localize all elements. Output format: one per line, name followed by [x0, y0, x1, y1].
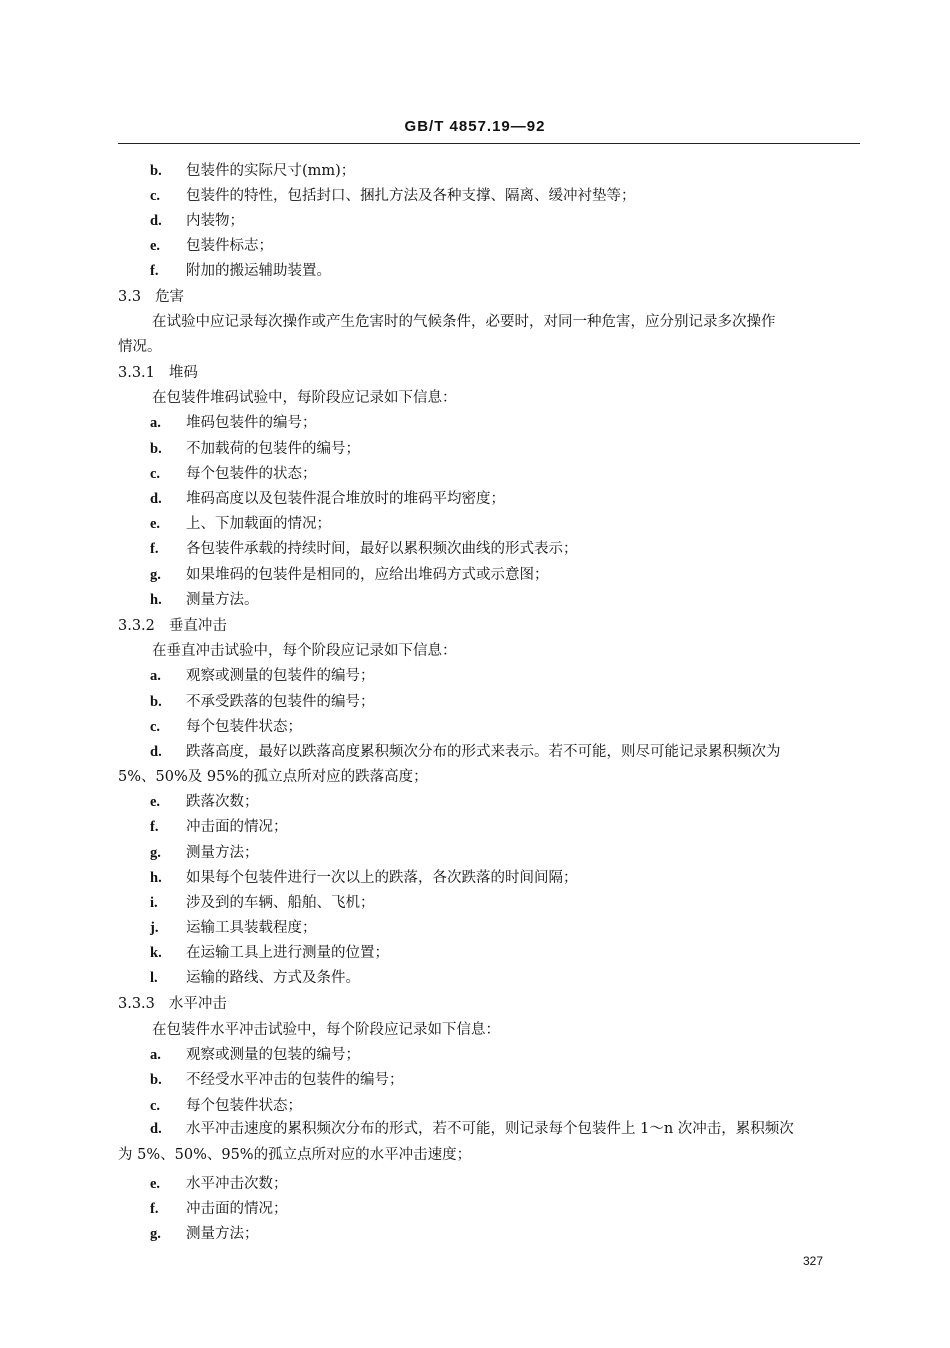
list-item-text: 如果堆码的包装件是相同的，应给出堆码方式或示意图； — [186, 567, 549, 583]
list-item — [150, 743, 781, 761]
list-item-label: d. — [150, 491, 162, 507]
list-item-label: f. — [150, 819, 159, 835]
list-item-label: j. — [150, 920, 159, 936]
list-item-text: 测量方法； — [186, 845, 259, 861]
list-item-text: 水平冲击次数； — [186, 1176, 288, 1192]
list-item — [150, 894, 375, 912]
list-item — [150, 262, 331, 280]
list-item-text: 包装件的特性，包括封口、捆扎方法及各种支撑、隔离、缓冲衬垫等； — [186, 188, 636, 204]
list-item-text: 不加载荷的包装件的编号； — [186, 441, 360, 457]
list-item-label: f. — [150, 1201, 159, 1217]
continuation-line: 情况。 — [118, 339, 162, 355]
list-item-label: h. — [150, 592, 162, 608]
list-item-label: g. — [150, 845, 161, 861]
list-item-text: 冲击面的情况； — [186, 1201, 288, 1217]
list-item — [150, 237, 273, 255]
list-item-text: 不承受跌落的包装件的编号； — [186, 694, 375, 710]
list-item — [150, 490, 505, 508]
list-item-text: 水平冲击速度的累积频次分布的形式，若不可能，则记录每个包装件上 1～n 次冲击，累积频次 — [186, 1121, 794, 1137]
list-item-text: 每个包装件状态； — [186, 1098, 302, 1114]
list-item-label: c. — [150, 188, 161, 204]
list-item-label: e. — [150, 238, 161, 254]
section-title: 水平冲击 — [168, 996, 227, 1012]
list-item — [150, 667, 375, 685]
list-item-label: a. — [150, 415, 161, 431]
list-item — [150, 844, 259, 862]
list-item — [150, 693, 375, 711]
list-item-text: 测量方法； — [186, 1226, 259, 1242]
list-item — [150, 515, 331, 533]
list-item-text: 上、下加载面的情况； — [186, 516, 331, 532]
list-item-text: 跌落次数； — [186, 794, 259, 810]
list-item-text: 跌落高度，最好以跌落高度累积频次分布的形式来表示。若不可能，则尽可能记录累积频次为 — [186, 744, 781, 760]
section-number: 3.3.2 — [118, 618, 155, 634]
list-item-text: 附加的搬运辅助装置。 — [186, 263, 331, 279]
section-number: 3.3.3 — [118, 996, 155, 1012]
list-item-text: 运输的路线、方式及条件。 — [186, 970, 360, 986]
list-item — [150, 869, 578, 887]
list-item — [150, 1175, 288, 1193]
continuation-line: 为 5%、50%、95%的孤立点所对应的水平冲击速度； — [118, 1147, 472, 1163]
section-number: 3.3.1 — [118, 365, 155, 381]
section-title: 垂直冲击 — [168, 618, 227, 634]
list-item-label: b. — [150, 441, 162, 457]
list-item-text: 如果每个包装件进行一次以上的跌落，各次跌落的时间间隔； — [186, 870, 578, 886]
list-item-text: 包装件标志； — [186, 238, 273, 254]
list-item — [150, 1225, 259, 1243]
list-item-label: c. — [150, 466, 161, 482]
list-item-label: a. — [150, 1047, 161, 1063]
list-item — [150, 540, 578, 558]
list-item-label: b. — [150, 694, 162, 710]
list-item — [150, 944, 389, 962]
header-rule — [118, 143, 860, 144]
list-item-text: 包装件的实际尺寸(mm)； — [186, 163, 356, 179]
list-item-text: 各包装件承载的持续时间，最好以累积频次曲线的形式表示； — [186, 541, 578, 557]
list-item-text: 堆码包装件的编号； — [186, 415, 317, 431]
list-item-label: e. — [150, 1176, 161, 1192]
list-item — [150, 969, 360, 987]
list-item — [150, 162, 355, 180]
section-heading — [118, 995, 227, 1013]
list-item-text: 观察或测量的包装的编号； — [186, 1047, 360, 1063]
list-item-label: d. — [150, 744, 162, 760]
section-heading — [118, 364, 198, 382]
list-item — [150, 1200, 288, 1218]
list-item-label: k. — [150, 945, 162, 961]
list-item-label: b. — [150, 163, 162, 179]
list-item-label: d. — [150, 213, 162, 229]
section-heading — [118, 288, 184, 306]
list-item-text: 内装物； — [186, 213, 244, 229]
list-item-label: h. — [150, 870, 162, 886]
list-item — [150, 440, 360, 458]
list-item — [150, 591, 259, 609]
list-item — [150, 1120, 794, 1138]
list-item-text: 堆码高度以及包装件混合堆放时的堆码平均密度； — [186, 491, 505, 507]
list-item — [150, 919, 317, 937]
list-item — [150, 465, 317, 483]
list-item-text: 冲击面的情况； — [186, 819, 288, 835]
section-heading — [118, 617, 227, 635]
paragraph-line: 在试验中应记录每次操作或产生危害时的气候条件，必要时，对同一种危害，应分别记录多次操作 — [152, 314, 776, 330]
list-item — [150, 1071, 404, 1089]
list-item-label: f. — [150, 263, 159, 279]
list-item-label: g. — [150, 567, 161, 583]
section-title: 危害 — [155, 289, 185, 305]
standard-header: GB/T 4857.19—92 — [404, 118, 546, 135]
list-item — [150, 1097, 302, 1115]
list-item-label: a. — [150, 668, 161, 684]
list-item-label: b. — [150, 1072, 162, 1088]
paragraph-line: 在垂直冲击试验中，每个阶段应记录如下信息： — [152, 643, 457, 659]
list-item — [150, 793, 259, 811]
list-item — [150, 414, 317, 432]
list-item-label: e. — [150, 794, 161, 810]
list-item-label: e. — [150, 516, 161, 532]
page-number: 327 — [803, 1254, 824, 1268]
list-item-text: 测量方法。 — [186, 592, 259, 608]
section-title: 堆码 — [168, 365, 198, 381]
list-item — [150, 566, 549, 584]
list-item — [150, 1046, 360, 1064]
list-item-text: 每个包装件的状态； — [186, 466, 317, 482]
list-item-text: 观察或测量的包装件的编号； — [186, 668, 375, 684]
list-item-text: 涉及到的车辆、船舶、飞机； — [186, 895, 375, 911]
list-item-text: 不经受水平冲击的包装件的编号； — [186, 1072, 404, 1088]
list-item-label: d. — [150, 1121, 162, 1137]
list-item — [150, 718, 302, 736]
list-item-label: l. — [150, 970, 158, 986]
list-item-label: f. — [150, 541, 159, 557]
list-item — [150, 818, 288, 836]
list-item-label: i. — [150, 895, 158, 911]
continuation-line: 5%、50%及 95%的孤立点所对应的跌落高度； — [118, 769, 428, 785]
list-item — [150, 212, 244, 230]
paragraph-line: 在包装件堆码试验中，每阶段应记录如下信息： — [152, 390, 457, 406]
list-item-label: c. — [150, 1098, 161, 1114]
list-item-text: 每个包装件状态； — [186, 719, 302, 735]
list-item-text: 运输工具装载程度； — [186, 920, 317, 936]
list-item-text: 在运输工具上进行测量的位置； — [186, 945, 389, 961]
list-item-label: g. — [150, 1226, 161, 1242]
section-number: 3.3 — [118, 289, 142, 305]
list-item — [150, 187, 636, 205]
paragraph-line: 在包装件水平冲击试验中，每个阶段应记录如下信息： — [152, 1022, 500, 1038]
list-item-label: c. — [150, 719, 161, 735]
